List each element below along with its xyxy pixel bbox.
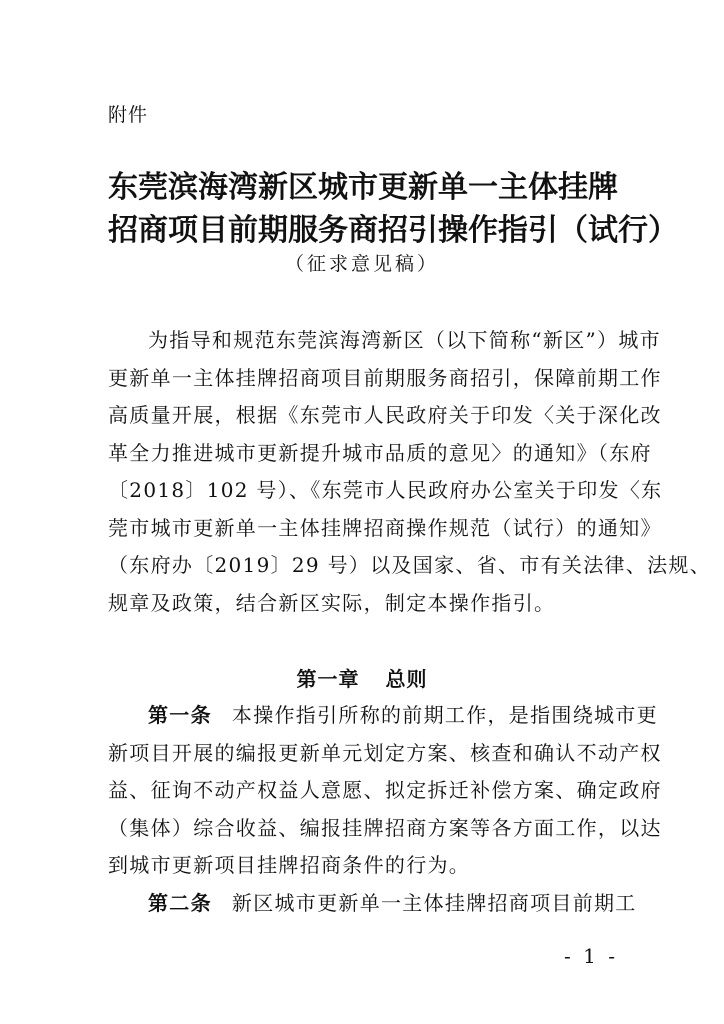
article-2-first-line	[108, 885, 637, 923]
article-2	[108, 885, 637, 923]
intro-line: 〔2018〕102 号）、《东莞市人民政府办公室关于印发〈东	[108, 478, 663, 502]
article-1	[108, 697, 662, 885]
article-1-first-line	[108, 697, 658, 735]
intro-line: 更新单一主体挂牌招商项目前期服务商招引，保障前期工作	[108, 365, 662, 390]
chapter-name: 总则	[385, 667, 428, 691]
intro-line: （东府办〔2019〕29 号）以及国家、省、市有关法律、法规、	[108, 553, 712, 577]
article-line: （集体）综合收益、编报挂牌招商方案等各方面工作，以达	[108, 815, 662, 840]
document-title-line-2: 招商项目前期服务商招引操作指引（试行）	[108, 213, 678, 248]
intro-paragraph	[108, 322, 712, 622]
chapter-number: 第一章	[296, 667, 360, 691]
intro-line: 莞市城市更新单一主体挂牌招商操作规范（试行）的通知》	[108, 515, 662, 540]
article-line: 新区城市更新单一主体挂牌招商项目前期工	[231, 891, 637, 915]
article-line: 益、征询不动产权益人意愿、拟定拆迁补偿方案、确定政府	[108, 778, 662, 802]
article-1-label: 第一条	[148, 703, 212, 727]
page-number: - 1 -	[564, 944, 618, 968]
document-title-line-1: 东莞滨海湾新区城市更新单一主体挂牌	[108, 170, 618, 205]
intro-line: 为指导和规范东莞滨海湾新区（以下简称“新区”）城市	[148, 328, 661, 352]
attachment-label: 附件	[108, 104, 149, 126]
article-2-label: 第二条	[148, 891, 212, 915]
article-line: 到城市更新项目挂牌招商条件的行为。	[108, 853, 471, 877]
intro-line: 高质量开展，根据《东莞市人民政府关于印发〈关于深化改	[108, 403, 662, 427]
intro-line: 规章及政策，结合新区实际，制定本操作指引。	[108, 590, 556, 615]
article-line: 新项目开展的编报更新单元划定方案、核查和确认不动产权	[108, 740, 662, 765]
article-line: 本操作指引所称的前期工作，是指围绕城市更	[231, 703, 658, 727]
document-subtitle: （征求意见稿）	[284, 253, 439, 275]
intro-line: 革全力推进城市更新提升城市品质的意见〉的通知》（东府	[108, 440, 652, 465]
chapter-heading	[108, 663, 616, 692]
